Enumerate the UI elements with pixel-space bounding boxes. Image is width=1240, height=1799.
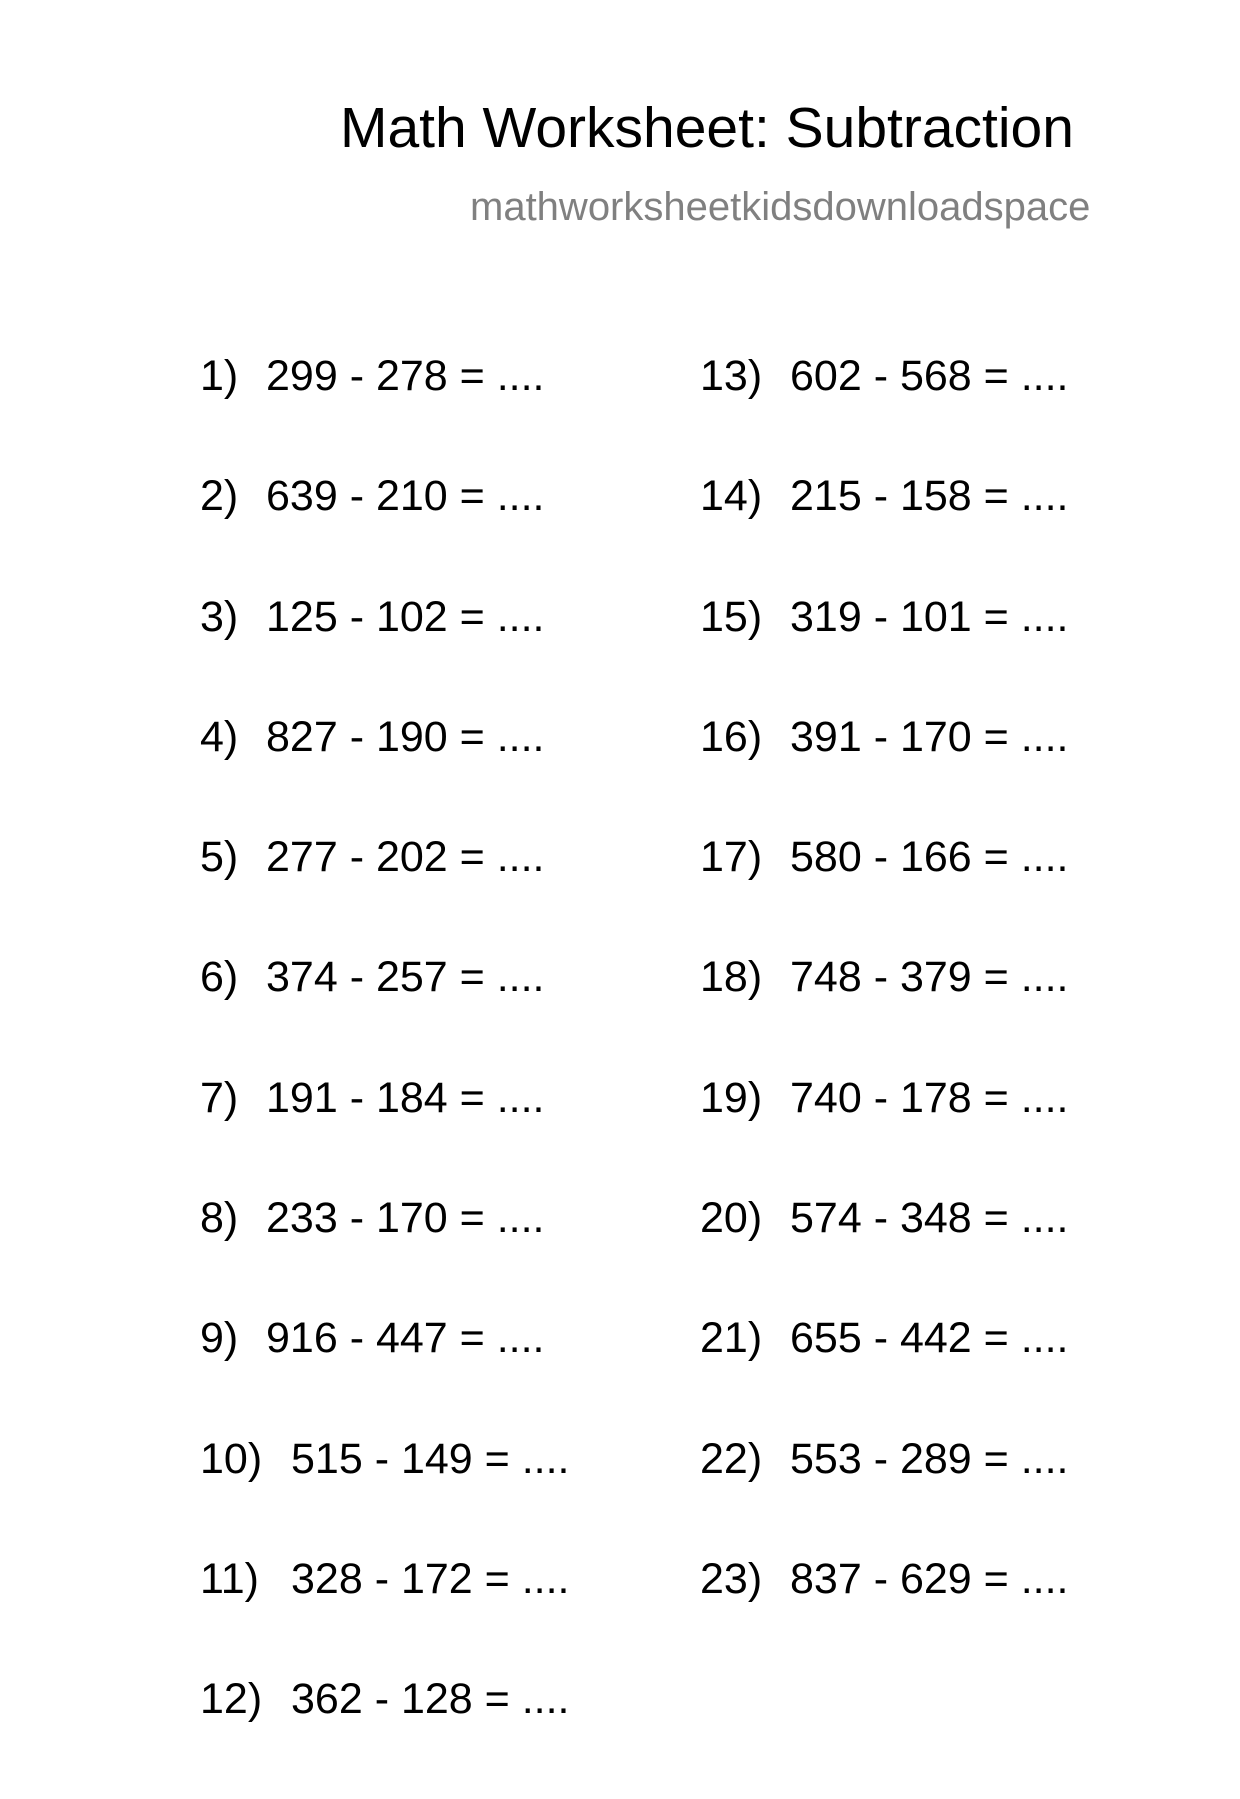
problem-number: 1) <box>200 352 239 400</box>
problem-item <box>700 1434 1069 1558</box>
problem-item <box>700 1194 1069 1317</box>
problem-item <box>700 953 1069 1076</box>
problem-expression: 740 - 178 = .... <box>790 1073 1069 1122</box>
problem-number: 8) <box>200 1194 239 1243</box>
problem-expression: 277 - 202 = .... <box>266 833 545 882</box>
problem-item <box>700 592 1069 716</box>
problem-expression: 191 - 184 = .... <box>266 1073 545 1122</box>
problem-number: 3) <box>200 592 239 641</box>
problem-expression: 748 - 379 = .... <box>790 953 1069 1002</box>
problem-item <box>200 1554 570 1678</box>
problem-expression: 827 - 190 = .... <box>266 712 545 761</box>
problem-number: 7) <box>200 1073 239 1122</box>
problem-number: 12) <box>200 1675 263 1724</box>
problem-number: 22) <box>700 1434 763 1483</box>
problem-item <box>200 1675 570 1798</box>
problem-number: 10) <box>200 1434 263 1483</box>
problem-number: 4) <box>200 712 239 761</box>
problem-number: 20) <box>700 1194 763 1243</box>
problem-item <box>200 592 570 716</box>
problem-item <box>700 1073 1069 1197</box>
problem-item <box>200 712 570 836</box>
problem-column-left <box>200 352 570 1799</box>
problem-expression: 125 - 102 = .... <box>266 592 545 641</box>
problem-item <box>200 472 570 595</box>
problem-expression: 553 - 289 = .... <box>790 1434 1069 1483</box>
problem-expression: 374 - 257 = .... <box>266 953 545 1002</box>
problem-item <box>200 833 570 956</box>
problem-item <box>700 472 1069 595</box>
site-watermark: mathworksheetkidsdownloadspace <box>470 185 1091 229</box>
problem-number: 6) <box>200 953 239 1002</box>
problem-number: 21) <box>700 1314 763 1363</box>
problem-item <box>200 1194 570 1317</box>
problem-expression: 515 - 149 = .... <box>291 1434 570 1483</box>
problem-expression: 391 - 170 = .... <box>790 712 1069 761</box>
problem-number: 16) <box>700 712 763 761</box>
problem-expression: 916 - 447 = .... <box>266 1314 545 1363</box>
problem-expression: 328 - 172 = .... <box>291 1554 570 1603</box>
problem-expression: 602 - 568 = .... <box>790 352 1069 400</box>
problem-number: 2) <box>200 472 239 521</box>
problem-number: 15) <box>700 592 763 641</box>
problem-item <box>200 1314 570 1437</box>
problem-expression: 215 - 158 = .... <box>790 472 1069 521</box>
problem-number: 18) <box>700 953 763 1002</box>
problem-expression: 362 - 128 = .... <box>291 1675 570 1724</box>
problem-item <box>200 953 570 1076</box>
page-title: Math Worksheet: Subtraction <box>340 96 1074 160</box>
problem-item <box>200 1434 570 1558</box>
problem-item <box>700 352 1069 475</box>
problem-expression: 299 - 278 = .... <box>266 352 545 400</box>
problem-expression: 580 - 166 = .... <box>790 833 1069 882</box>
problem-number: 5) <box>200 833 239 882</box>
problem-number: 11) <box>200 1554 259 1603</box>
problem-number: 9) <box>200 1314 239 1363</box>
problem-item <box>700 1314 1069 1437</box>
problem-number: 14) <box>700 472 763 521</box>
problem-expression: 233 - 170 = .... <box>266 1194 545 1243</box>
problem-item <box>700 712 1069 836</box>
problem-item <box>200 352 570 475</box>
problem-expression: 837 - 629 = .... <box>790 1554 1069 1603</box>
problem-number: 13) <box>700 352 763 400</box>
problem-expression: 655 - 442 = .... <box>790 1314 1069 1363</box>
problem-expression: 639 - 210 = .... <box>266 472 545 521</box>
problem-number: 19) <box>700 1073 763 1122</box>
problem-item <box>200 1073 570 1197</box>
problem-number: 23) <box>700 1554 763 1603</box>
problem-item <box>700 1554 1069 1678</box>
problem-item <box>700 833 1069 956</box>
problem-number: 17) <box>700 833 763 882</box>
problem-expression: 319 - 101 = .... <box>790 592 1069 641</box>
problem-expression: 574 - 348 = .... <box>790 1194 1069 1243</box>
problem-column-right <box>700 352 1069 1678</box>
